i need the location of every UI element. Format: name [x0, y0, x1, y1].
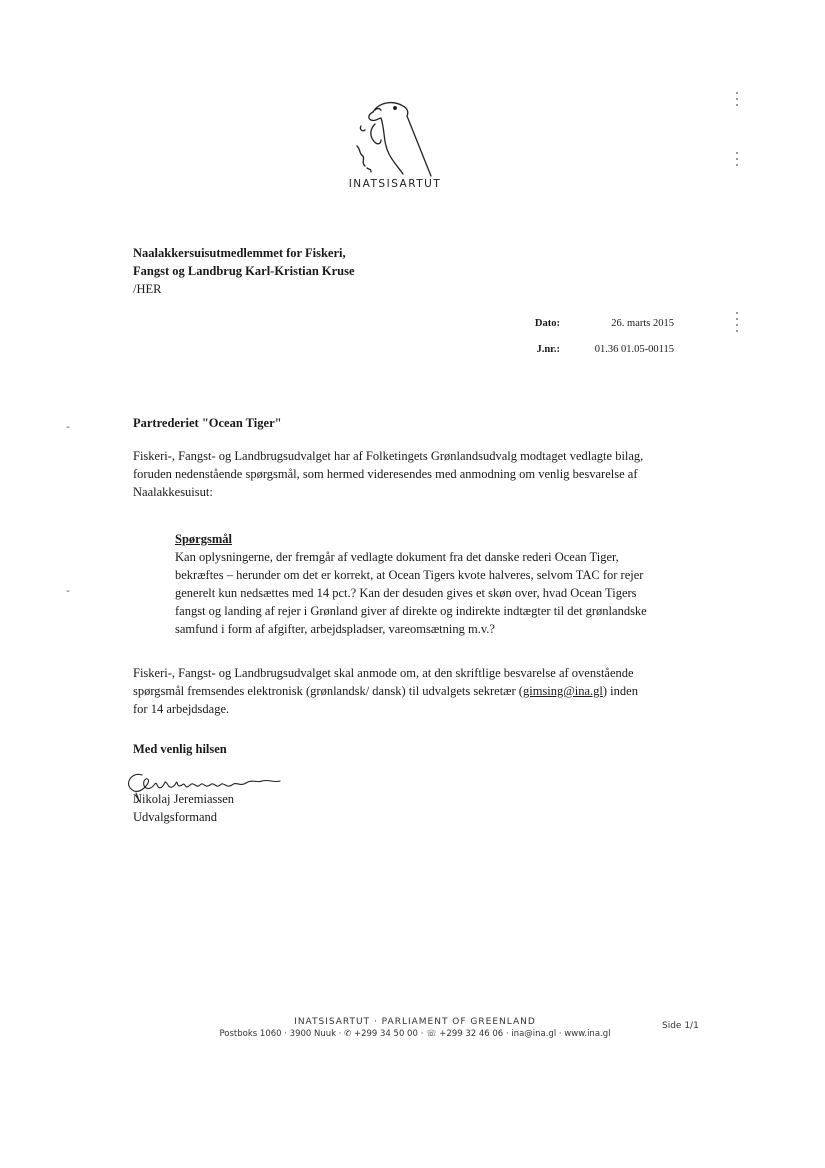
- journal-label: J.nr.:: [536, 344, 560, 355]
- signatory-name: Nikolaj Jeremiassen: [133, 792, 235, 806]
- scan-dots-2: [736, 152, 738, 168]
- subject-heading: Partrederiet "Ocean Tiger": [133, 416, 282, 430]
- signatory-title: Udvalgsformand: [133, 810, 218, 824]
- margin-dash-2: -: [66, 584, 70, 597]
- footer: [150, 1017, 680, 1039]
- request-text-after: ) inden for 14 arbejdsdage.: [133, 684, 638, 716]
- question-heading: Spørgsmål: [175, 532, 232, 546]
- signatory: [133, 790, 234, 826]
- date-label: Dato:: [534, 318, 560, 329]
- request-text-before: Fiskeri-, Fangst- og Landbrugsudvalget skal anmode om, at den skriftlige besvarelse af ovenstående spørgsmål fremsendes elektronisk (grønlandsk/ dansk) til udvalgets sekretær (: [133, 666, 634, 698]
- secretary-email-link[interactable]: gimsing@ina.gl: [522, 684, 603, 698]
- question-block: [175, 530, 655, 638]
- footer-org: INATSISARTUT · PARLIAMENT OF GREENLAND: [294, 1017, 536, 1027]
- date-row: [500, 318, 674, 329]
- page-number: Side 1/1: [662, 1021, 699, 1031]
- recipient-address: [133, 244, 355, 298]
- recipient-line-2: Fangst og Landbrug Karl-Kristian Kruse: [133, 264, 355, 278]
- journal-value: 01.36 01.05-00115: [594, 344, 674, 355]
- scan-dots-1: [736, 92, 738, 110]
- intro-paragraph: Fiskeri-, Fangst- og Landbrugsudvalget har af Folketingets Grønlandsudvalg modtaget vedlagte bilag, foruden nedenstående spørgsmål, som hermed videresendes med anmodning om venlig besvarelse af Naalakkesuisut:: [133, 449, 644, 499]
- scan-dots-3: [736, 312, 738, 334]
- question-text: Kan oplysningerne, der fremgår af vedlagte dokument fra det danske rederi Ocean Tiger, bekræftes – herunder om det er korrekt, at Ocean Tigers kvote halveres, selvom TAC for rejer generelt kun nedsættes med 14 pct.? Kan der desuden gives et skøn over, hvad Ocean Tigers fangst og landing af rejer i Grønland giver af direkte og indirekte indtægter til det grønlandske samfund i form af afgifter, arbejdspladser, vareomsætning m.v.?: [175, 550, 647, 636]
- recipient-line-3: /HER: [133, 282, 162, 296]
- org-name: INATSISARTUT: [348, 178, 442, 190]
- date-value: 26. marts 2015: [611, 318, 674, 329]
- request-paragraph: [133, 664, 653, 718]
- margin-dash-1: -: [66, 420, 70, 433]
- recipient-line-1: Naalakkersuisutmedlemmet for Fiskeri,: [133, 246, 346, 260]
- footer-contact: Postboks 1060 · 3900 Nuuk · ✆ +299 34 50 00 · ☏ +299 32 46 06 · ina@ina.gl · www.ina.gl: [219, 1029, 611, 1039]
- polar-bear-logo-icon: [345, 96, 435, 180]
- journal-row: [500, 344, 674, 355]
- closing-greeting: Med venlig hilsen: [133, 742, 227, 756]
